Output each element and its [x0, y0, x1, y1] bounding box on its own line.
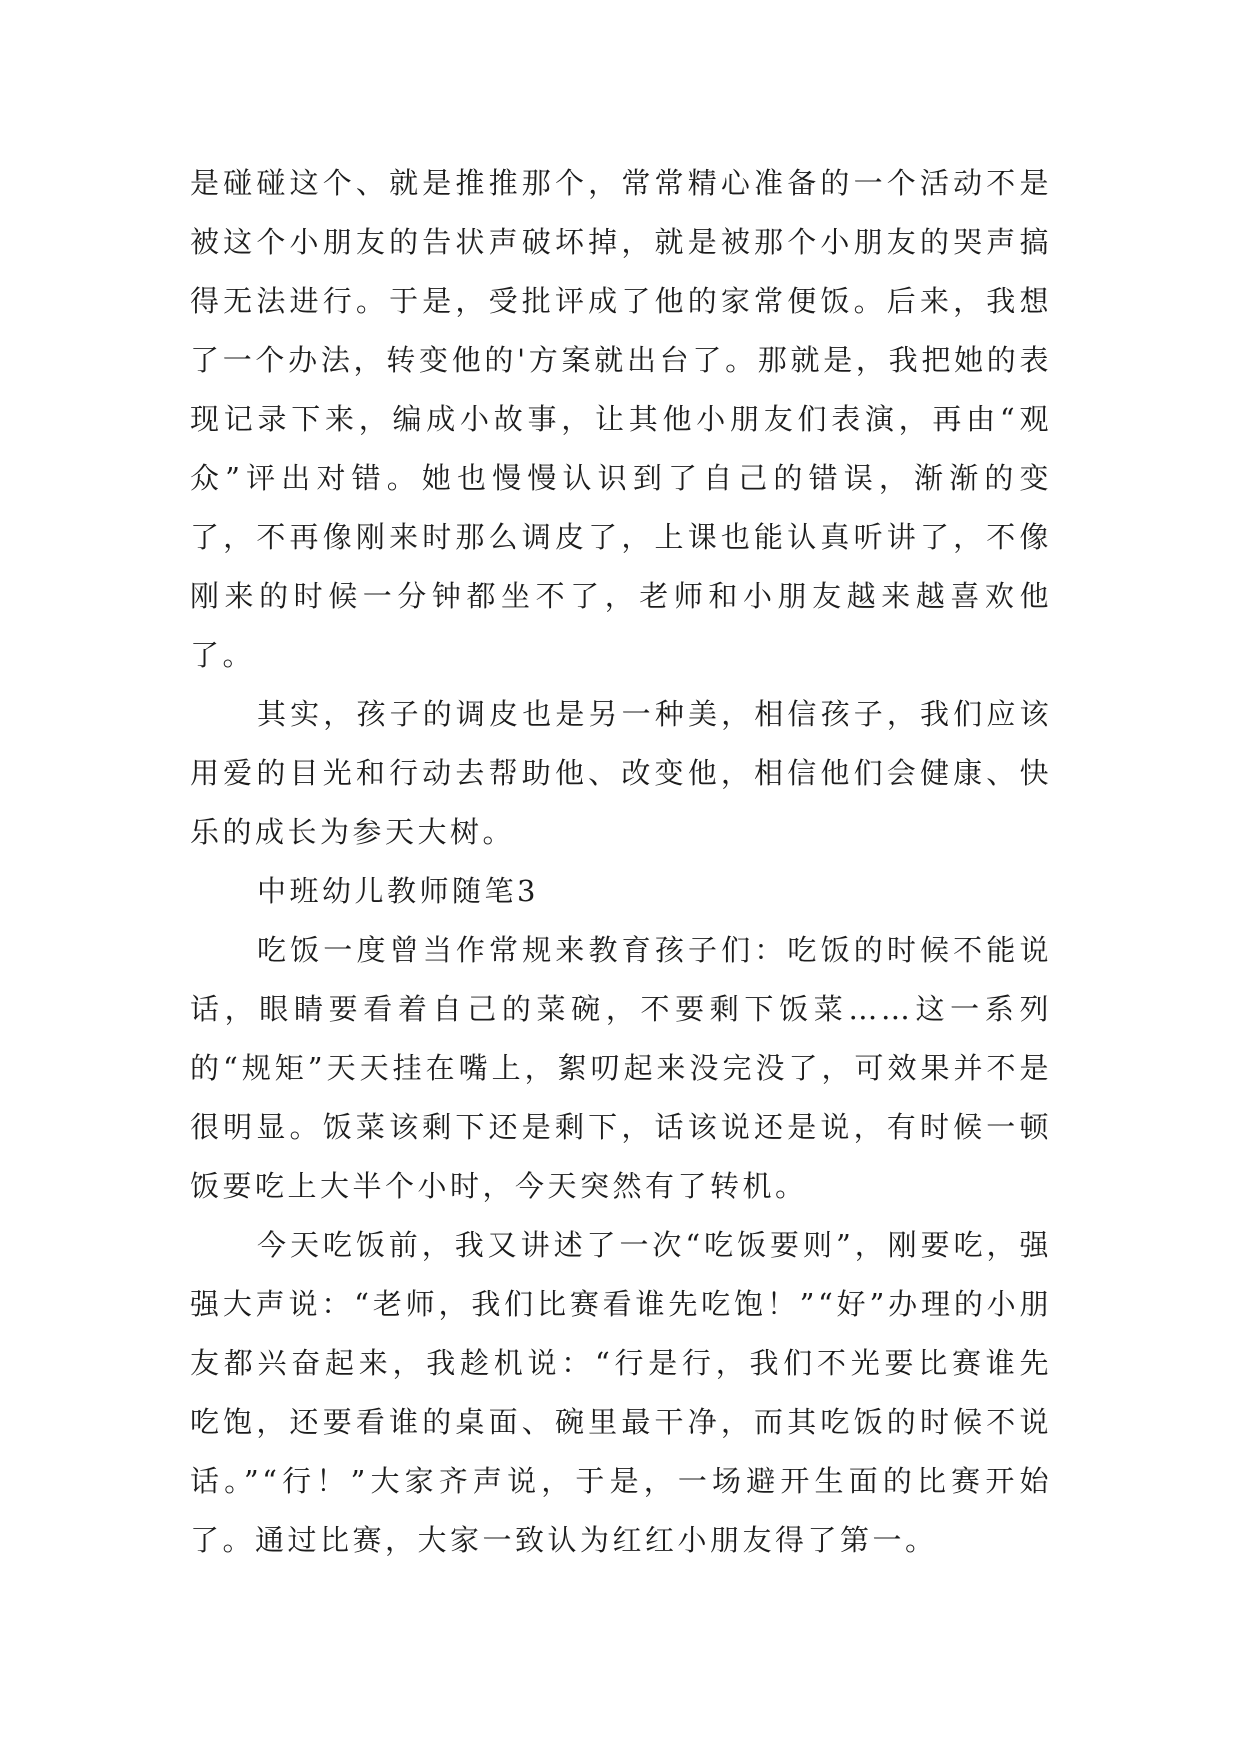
document-page	[190, 154, 1052, 1570]
paragraph-conclusion: 其实，孩子的调皮也是另一种美，相信孩子，我们应该用爱的目光和行动去帮助他、改变他，相信他们会健康、快乐的成长为参天大树。	[190, 697, 1052, 849]
paragraph-eating-contest: 今天吃饭前，我又讲述了一次“吃饭要则”，刚要吃，强强大声说：“老师，我们比赛看谁先吃饱！”“好”办理的小朋友都兴奋起来，我趁机说：“行是行，我们不光要比赛谁先吃饱，还要看谁的桌面、碗里最干净，而其吃饭的时候不说话。”“行！”大家齐声说，于是，一场避开生面的比赛开始了。通过比赛，大家一致认为红红小朋友得了第一。	[190, 1228, 1052, 1557]
paragraph-mealtime-rules: 吃饭一度曾当作常规来教育孩子们：吃饭的时候不能说话，眼睛要看着自己的菜碗，不要剩下饭菜……这一系列的“规矩”天天挂在嘴上，絮叨起来没完没了，可效果并不是很明显。饭菜该剩下还是剩下，话该说还是说，有时候一顿饭要吃上大半个小时，今天突然有了转机。	[190, 933, 1052, 1203]
section-heading: 中班幼儿教师随笔3	[257, 874, 539, 908]
paragraph-continued: 是碰碰这个、就是推推那个，常常精心准备的一个活动不是被这个小朋友的告状声破坏掉，就是被那个小朋友的哭声搞得无法进行。于是，受批评成了他的家常便饭。后来，我想了一个办法，转变他的'方案就出台了。那就是，我把她的表现记录下来，编成小故事，让其他小朋友们表演，再由“观众”评出对错。她也慢慢认识到了自己的错误，渐渐的变了，不再像刚来时那么调皮了，上课也能认真听讲了，不像刚来的时候一分钟都坐不了，老师和小朋友越来越喜欢他了。	[190, 166, 1052, 672]
